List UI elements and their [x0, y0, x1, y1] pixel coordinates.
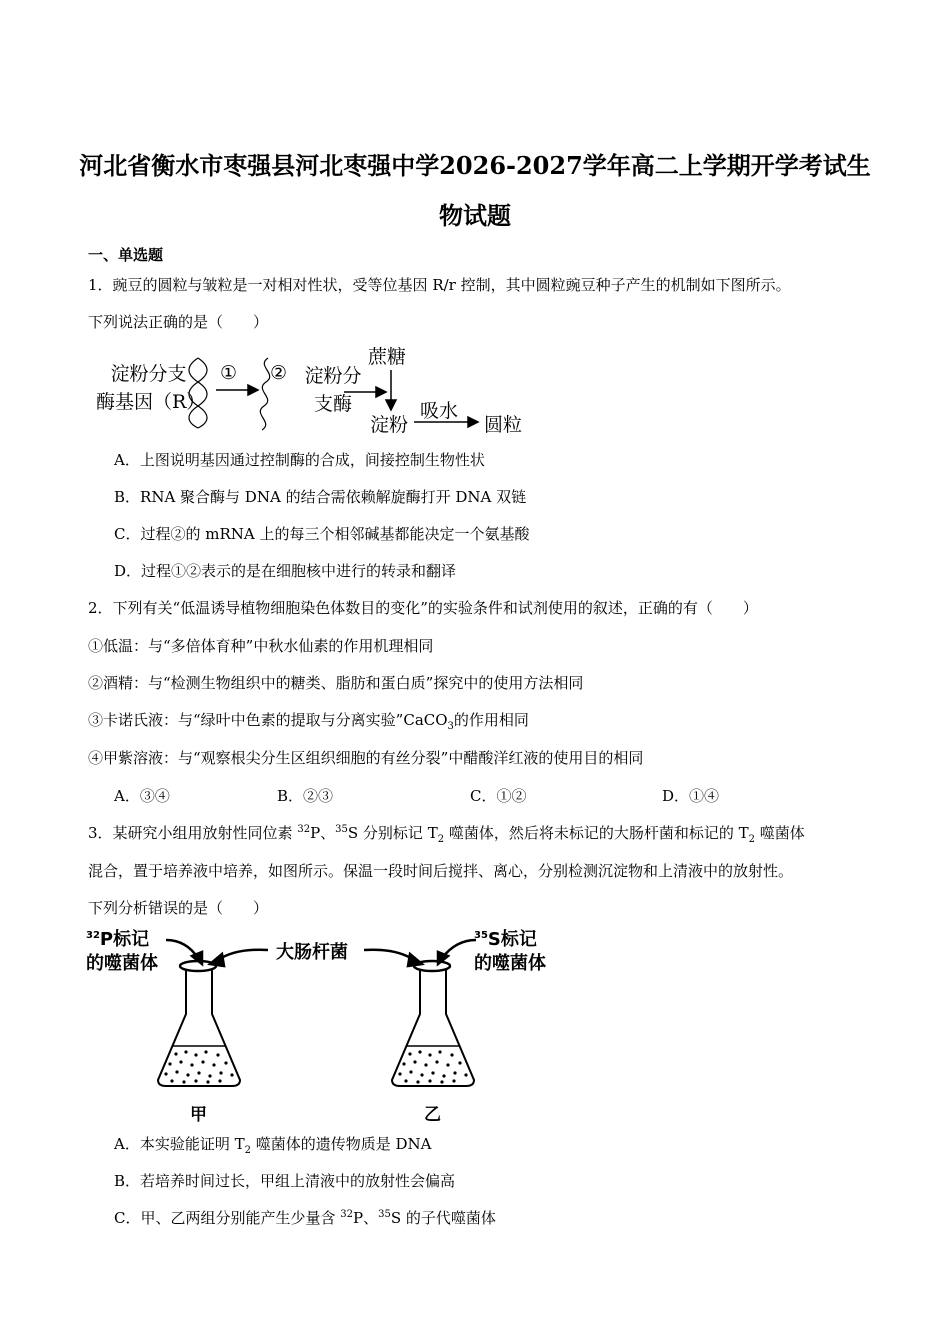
- q2-option-b[interactable]: B．②③: [277, 787, 334, 805]
- left-label-line1: P标记: [99, 929, 150, 950]
- starch-label: 淀粉: [370, 414, 409, 436]
- flask-jia-particles: [164, 1050, 233, 1083]
- q3-stem-sub-2b: 2: [748, 834, 756, 845]
- q3-option-c-sup2: 35: [378, 1209, 391, 1220]
- q3-stem-sub-2: 2: [437, 834, 445, 845]
- q3-option-c-sup1: 32: [340, 1209, 353, 1220]
- left-isotope-sup: 32: [86, 930, 100, 941]
- q3-option-c-pre: C．甲、乙两组分别能产生少量含: [114, 1209, 341, 1227]
- q3-stem-e: 噬菌体: [755, 824, 805, 842]
- round-seed-label: 圆粒: [484, 414, 523, 436]
- q1-option-a[interactable]: A．上图说明基因通过控制酶的合成，间接控制生物性状: [114, 451, 485, 469]
- q3-option-c-mid: P、: [352, 1209, 379, 1227]
- q3-option-a-pre: A．本实验能证明 T: [114, 1135, 245, 1153]
- left-label-line2: 的噬菌体: [86, 953, 158, 974]
- q3-stem-line3: 下列分析错误的是（ ）: [88, 899, 269, 917]
- q2-item-2: ②酒精：与“检测生物组织中的糖类、脂肪和蛋白质”探究中的使用方法相同: [88, 674, 584, 692]
- flask-yi-icon: [392, 961, 474, 1086]
- q3-option-b[interactable]: B．若培养时间过长，甲组上清液中的放射性会偏高: [114, 1172, 456, 1190]
- q3-option-c-post: S 的子代噬菌体: [390, 1209, 496, 1227]
- dna-helix-icon: [189, 358, 207, 428]
- q1-figure: [86, 340, 546, 440]
- q3-option-a-post: 噬菌体的遗传物质是 DNA: [250, 1135, 432, 1153]
- q2-item-4: ④甲紫溶液：与“观察根尖分生区组织细胞的有丝分裂”中醋酸洋红液的使用目的相同: [88, 749, 644, 767]
- arrow-center-to-right-flask-icon: [364, 950, 422, 966]
- q2-item-3-text: ③卡诺氏液：与“绿叶中色素的提取与分离实验”CaCO: [88, 711, 448, 729]
- q1-option-b[interactable]: B．RNA 聚合酶与 DNA 的结合需依赖解旋酶打开 DNA 双链: [114, 488, 527, 506]
- gene-label-line1: 淀粉分支: [110, 363, 187, 385]
- q1-stem-line1: 1．豌豆的圆粒与皱粒是一对相对性状，受等位基因 R/r 控制，其中圆粒豌豆种子产生的机制如下图所示。: [88, 276, 791, 294]
- exam-title-line2: 物试题: [439, 201, 511, 230]
- flask-jia-icon: [158, 961, 240, 1086]
- q3-stem-sup-32: 32: [297, 824, 311, 835]
- enzyme-label-line2: 支酶: [313, 393, 352, 415]
- ecoli-label: 大肠杆菌: [276, 942, 348, 963]
- flask-graphics: [86, 922, 566, 1127]
- arrow-down-icon: [386, 370, 396, 410]
- gene-label-line2: 酶基因（R）: [96, 391, 206, 413]
- mrna-strand-icon: [260, 358, 269, 430]
- right-label-line1: S标记: [487, 929, 537, 950]
- q3-stem-b: P、: [310, 824, 336, 842]
- q3-stem-line1: [88, 822, 805, 845]
- right-label-line2: 的噬菌体: [474, 953, 546, 974]
- q2-item-3-subscript: 3: [447, 721, 454, 732]
- step1-label: ①: [220, 362, 238, 384]
- flask-jia-label: 甲: [190, 1105, 207, 1125]
- q3-option-c[interactable]: [114, 1207, 496, 1228]
- right-isotope-sup: 35: [474, 930, 488, 941]
- q3-option-a[interactable]: [114, 1133, 432, 1156]
- sucrose-label: 蔗糖: [368, 346, 407, 368]
- q2-item-3-tail: 的作用相同: [453, 711, 529, 729]
- q2-item-3: [88, 709, 529, 732]
- section-heading: 一、单选题: [88, 246, 164, 264]
- step2-label: ②: [270, 362, 288, 384]
- q2-item-1: ①低温：与“多倍体育种”中秋水仙素的作用机理相同: [88, 637, 434, 655]
- q2-option-c[interactable]: C．①②: [470, 787, 527, 805]
- q3-stem-line2: 混合，置于培养液中培养，如图所示。保温一段时间后搅拌、离心，分别检测沉淀物和上清液中的放射性。: [88, 862, 794, 880]
- q3-option-a-sub: 2: [244, 1145, 251, 1156]
- arrow-center-to-left-flask-icon: [210, 950, 268, 966]
- q3-stem-a: 3．某研究小组用放射性同位素: [88, 824, 298, 842]
- q3-figure: [86, 922, 566, 1127]
- flask-yi-label: 乙: [424, 1105, 441, 1125]
- enzyme-label-line1: 淀粉分: [304, 365, 362, 387]
- q3-stem-d: 噬菌体，然后将未标记的大肠杆菌和标记的 T: [444, 824, 749, 842]
- arrow-step1-icon: [216, 385, 258, 395]
- absorb-water-label: 吸水: [420, 400, 459, 422]
- flask-yi-particles: [398, 1050, 467, 1083]
- exam-title-line1: 河北省衡水市枣强县河北枣强中学2026-2027学年高二上学期开学考试生: [79, 151, 871, 180]
- q3-stem-sup-35: 35: [335, 824, 348, 835]
- q1-option-c[interactable]: C．过程②的 mRNA 上的每三个相邻碱基都能决定一个氨基酸: [114, 525, 530, 543]
- q2-option-d[interactable]: D．①④: [662, 787, 720, 805]
- arrow-right-to-flask-icon: [438, 940, 476, 964]
- q1-option-d[interactable]: D．过程①②表示的是在细胞核中进行的转录和翻译: [114, 562, 457, 580]
- q1-stem-line2: 下列说法正确的是（ ）: [88, 313, 269, 331]
- q2-stem: 2．下列有关“低温诱导植物细胞染色体数目的变化”的实验条件和试剂使用的叙述，正确的有（ ）: [88, 599, 758, 617]
- q3-stem-c: S 分别标记 T: [347, 824, 438, 842]
- q2-option-a[interactable]: A．③④: [114, 787, 170, 805]
